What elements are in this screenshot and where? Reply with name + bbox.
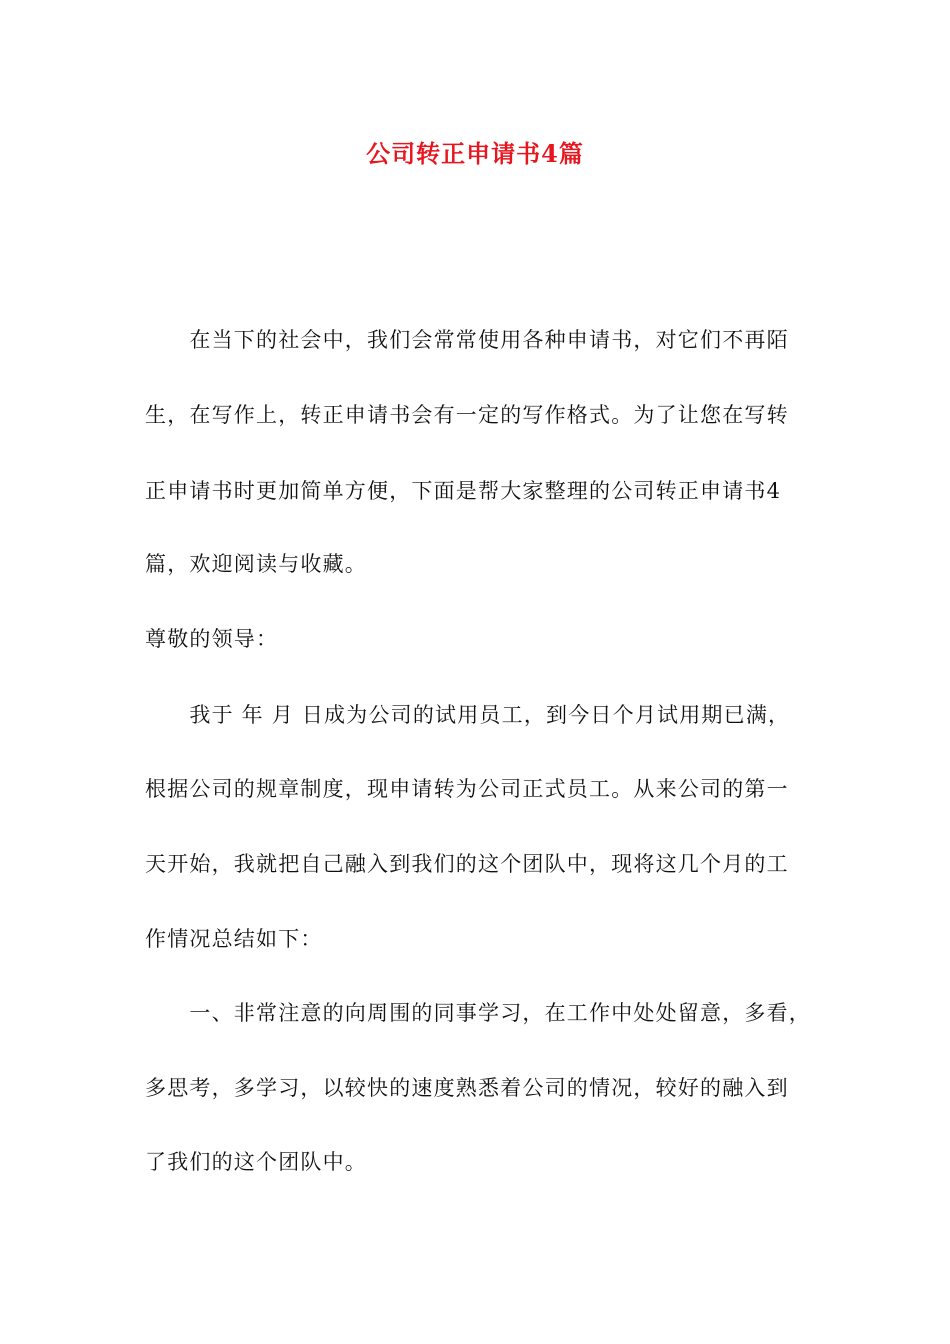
paragraph-line: 一、非常注意的向周围的同事学习，在工作中处处留意，多看， (145, 1001, 811, 1025)
paragraph-line: 多思考，多学习，以较快的速度熟悉着公司的情况，较好的融入到 (145, 1076, 789, 1100)
paragraph-line: 根据公司的规章制度，现申请转为公司正式员工。从来公司的第一 (145, 777, 789, 801)
paragraph-line: 作情况总结如下： (145, 927, 323, 951)
document-title: 公司转正申请书4篇 (366, 139, 584, 168)
paragraph-line: 篇，欢迎阅读与收藏。 (145, 552, 367, 576)
salutation: 尊敬的领导： (145, 627, 279, 651)
paragraph-line: 在当下的社会中，我们会常常使用各种申请书，对它们不再陌 (145, 328, 789, 352)
paragraph-line: 天开始，我就把自己融入到我们的这个团队中，现将这几个月的工 (145, 852, 789, 876)
paragraph-line: 了我们的这个团队中。 (145, 1150, 367, 1174)
paragraph-line: 生，在写作上，转正申请书会有一定的写作格式。为了让您在写转 (145, 403, 789, 427)
paragraph-line: 正申请书时更加简单方便，下面是帮大家整理的公司转正申请书4 (145, 479, 782, 503)
paragraph-line: 我于 年 月 日成为公司的试用员工，到今日个月试用期已满， (145, 703, 791, 727)
